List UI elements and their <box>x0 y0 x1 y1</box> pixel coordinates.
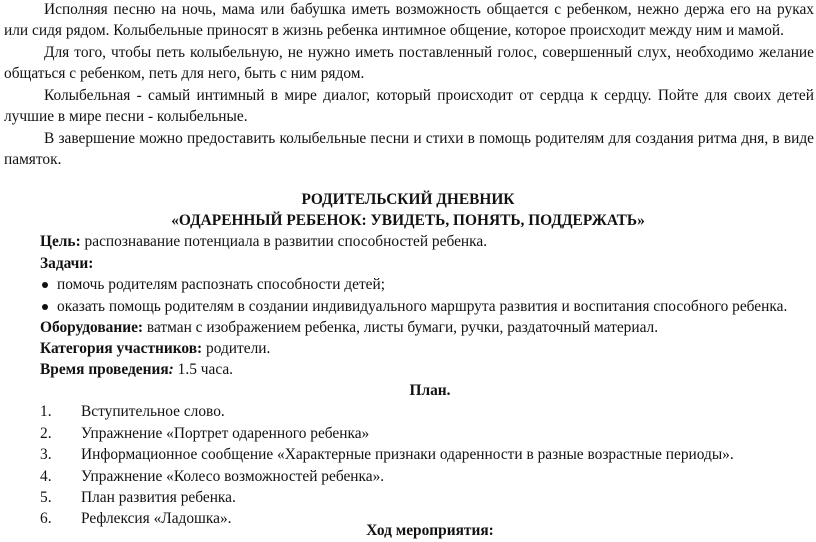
equipment-line <box>40 317 658 339</box>
task-item-1: помочь родителям распознать способности детей; <box>57 276 386 293</box>
task-item-2: оказать помощь родителям в создании индивидуального маршрута развития и воспитания способного ребенка. <box>57 298 788 315</box>
paragraph-1-line-2: или сидя рядом. Колыбельные приносят в жизнь ребенка интимное общение, которое происходит между ним и мамой. <box>4 22 785 39</box>
document-title-line-2: «ОДАРЕННЫЙ РЕБЕНОК: УВИДЕТЬ, ПОНЯТЬ, ПОДДЕРЖАТЬ» <box>171 212 645 229</box>
document-title-line-1: РОДИТЕЛЬСКИЙ ДНЕВНИК <box>301 191 515 208</box>
plan-item-number: 2. <box>40 425 52 442</box>
tasks-label: Задачи: <box>40 255 94 272</box>
plan-item-text: Рефлексия «Ладошка». <box>81 510 232 527</box>
equipment-text: ватман с изображением ребенка, листы бумаги, ручки, раздаточный материал. <box>143 319 659 336</box>
paragraph-4-line-2: памяток. <box>4 151 62 168</box>
course-heading: Ход мероприятия: <box>366 522 494 539</box>
plan-item-text: Упражнение «Портрет одаренного ребенка» <box>81 425 370 442</box>
plan-item-number: 4. <box>40 468 52 485</box>
paragraph-1-line-1: Исполняя песню на ночь, мама или бабушка иметь возможность общается с ребенком, нежно держа его на руках <box>44 1 814 18</box>
plan-item-number: 3. <box>40 446 52 463</box>
participants-text: родители. <box>202 340 271 357</box>
participants-line <box>40 338 270 360</box>
duration-line <box>40 359 233 381</box>
plan-heading: План. <box>409 382 451 399</box>
equipment-label: Оборудование: <box>40 319 144 336</box>
plan-item-text: Вступительное слово. <box>81 403 225 420</box>
paragraph-2-line-2: общаться с ребенком, петь для него, быть с ним рядом. <box>4 65 365 82</box>
paragraph-3-line-1: Колыбельная - самый интимный в мире диалог, который происходит от сердца к сердцу. Пойте для своих детей <box>44 87 814 104</box>
plan-item-number: 6. <box>40 510 52 527</box>
goal-text: распознавание потенциала в развитии способностей ребенка. <box>80 233 488 250</box>
goal-label: Цель: <box>40 233 81 250</box>
plan-item-number: 5. <box>40 489 52 506</box>
plan-item-text: План развития ребенка. <box>81 489 236 506</box>
paragraph-2-line-1: Для того, чтобы петь колыбельную, не нужно иметь поставленный голос, совершенный слух, необходимо желание <box>44 44 814 61</box>
paragraph-3-line-2: лучшие в мире песни - колыбельные. <box>4 108 248 125</box>
plan-item-text: Информационное сообщение «Характерные признаки одаренности в разные возрастные периоды». <box>81 446 734 463</box>
plan-item-text: Упражнение «Колесо возможностей ребенка». <box>81 468 385 485</box>
bullet-icon <box>42 282 48 288</box>
duration-colon: : <box>168 361 174 378</box>
duration-text: 1.5 часа. <box>173 361 234 378</box>
goal-line <box>40 231 487 253</box>
bullet-icon <box>42 304 48 310</box>
paragraph-4-line-1: В завершение можно предоставить колыбельные песни и стихи в помощь родителям для создания ритма дня, в виде <box>44 130 814 147</box>
participants-label: Категория участников: <box>40 340 203 357</box>
plan-item-number: 1. <box>40 403 52 420</box>
duration-label: Время проведения <box>40 361 169 378</box>
